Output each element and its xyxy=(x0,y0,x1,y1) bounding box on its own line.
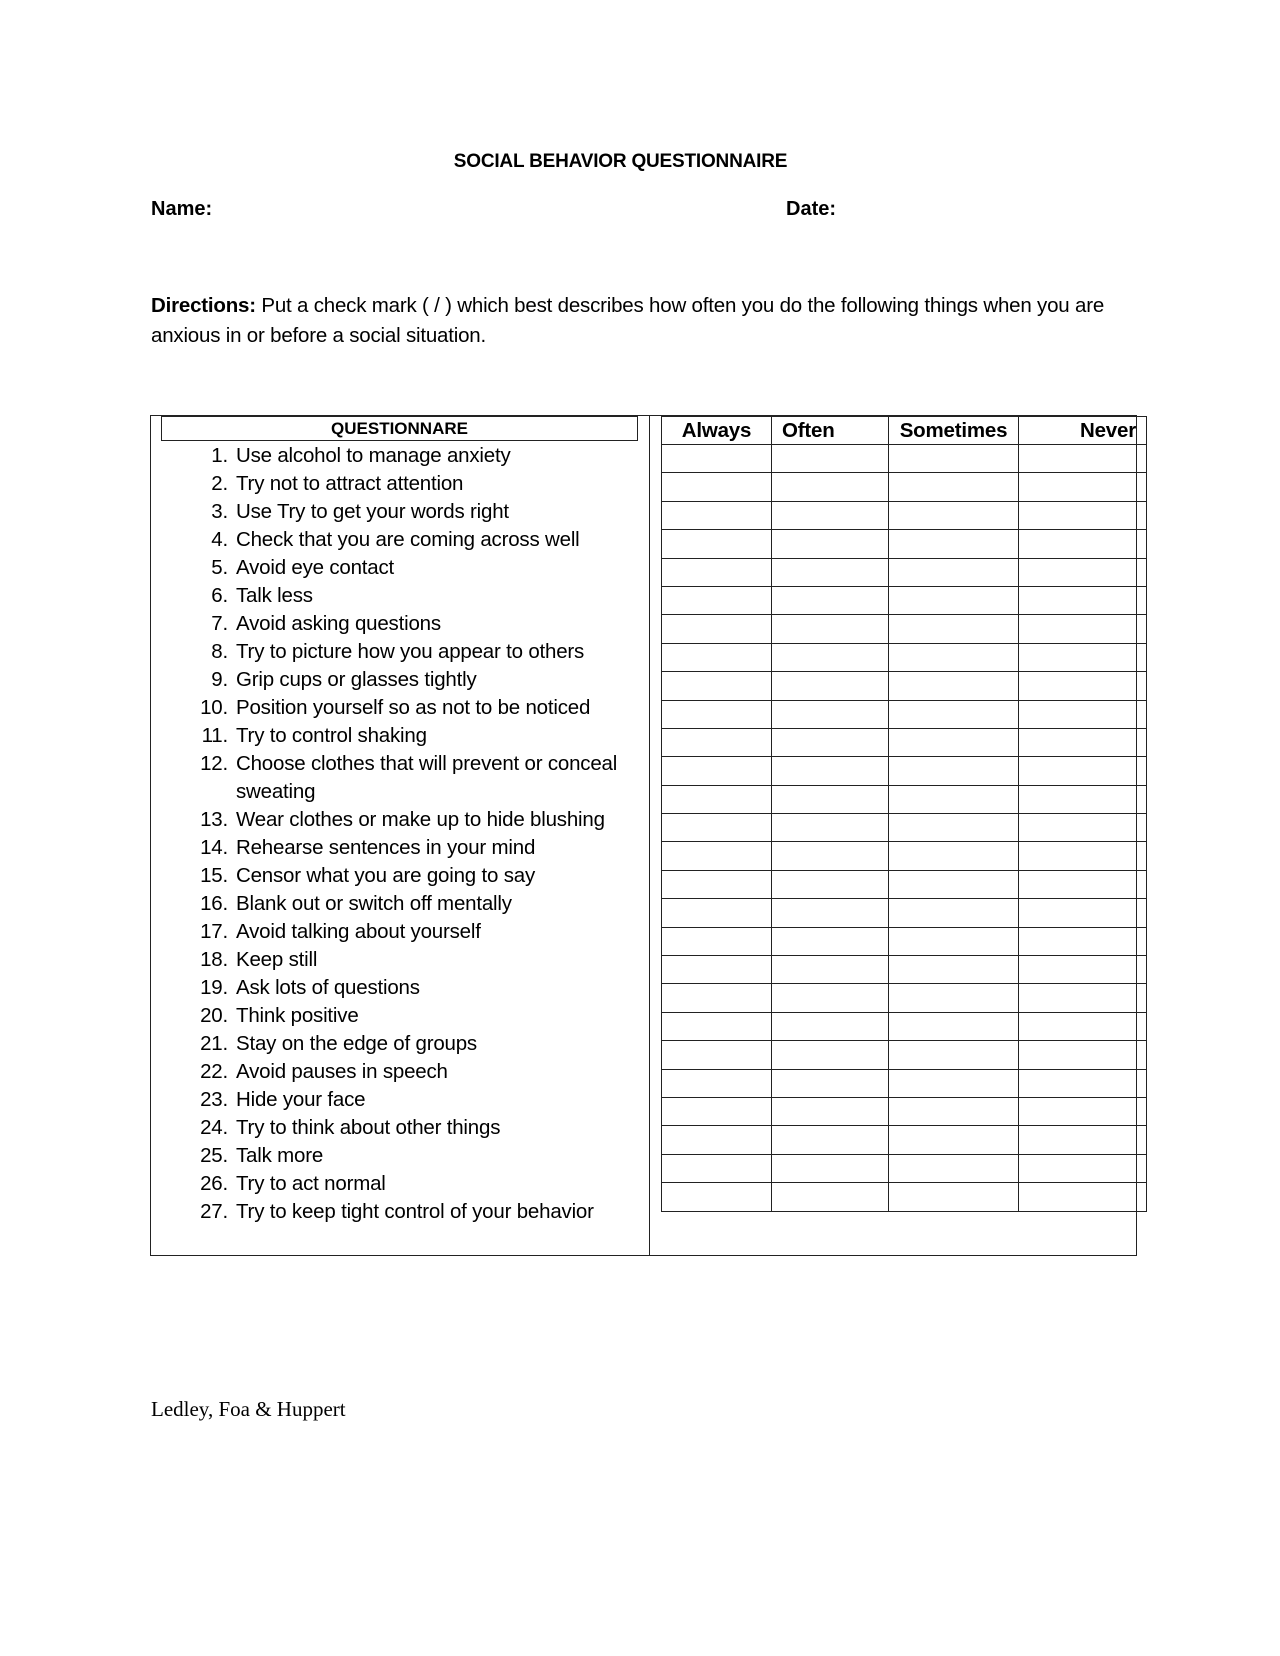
checkbox-cell-never[interactable] xyxy=(1019,1041,1147,1069)
question-item xyxy=(0,582,656,610)
checkbox-cell-never[interactable] xyxy=(1019,956,1147,984)
checkbox-cell-never[interactable] xyxy=(1019,814,1147,842)
question-number: 14. xyxy=(200,836,228,859)
question-item xyxy=(0,890,656,918)
checkbox-cell-always[interactable] xyxy=(662,842,772,870)
checkbox-cell-often[interactable] xyxy=(772,785,889,813)
question-text: Try to control shaking xyxy=(236,724,427,747)
question-number: 13. xyxy=(200,808,228,831)
directions-text: Put a check mark ( / ) which best describes how often you do the following things when you are anxious in or before a social situation. xyxy=(151,294,1105,347)
question-text: Censor what you are going to say xyxy=(236,864,535,887)
checkbox-cell-always[interactable] xyxy=(662,785,772,813)
question-item xyxy=(0,1002,656,1030)
checkbox-cell-always[interactable] xyxy=(662,814,772,842)
question-number: 21. xyxy=(200,1032,228,1055)
response-row xyxy=(662,1012,1147,1040)
question-number: 25. xyxy=(200,1144,228,1167)
question-number: 12. xyxy=(200,752,228,775)
checkbox-cell-always[interactable] xyxy=(662,899,772,927)
checkbox-cell-always[interactable] xyxy=(662,728,772,756)
checkbox-cell-sometimes[interactable] xyxy=(889,1041,1019,1069)
checkbox-cell-sometimes[interactable] xyxy=(889,757,1019,785)
checkbox-cell-often[interactable] xyxy=(772,899,889,927)
checkbox-cell-never[interactable] xyxy=(1019,757,1147,785)
checkbox-cell-always[interactable] xyxy=(662,530,772,558)
checkbox-cell-never[interactable] xyxy=(1019,501,1147,529)
response-grid xyxy=(661,416,1147,1212)
checkbox-cell-sometimes[interactable] xyxy=(889,445,1019,473)
question-item xyxy=(0,1142,656,1170)
question-number: 11. xyxy=(201,724,228,747)
response-row xyxy=(662,814,1147,842)
checkbox-cell-sometimes[interactable] xyxy=(889,785,1019,813)
question-number: 3. xyxy=(211,500,228,523)
checkbox-cell-never[interactable] xyxy=(1019,1183,1147,1211)
response-row xyxy=(662,870,1147,898)
checkbox-cell-never[interactable] xyxy=(1019,899,1147,927)
response-row xyxy=(662,643,1147,671)
checkbox-cell-often[interactable] xyxy=(772,643,889,671)
checkbox-cell-always[interactable] xyxy=(662,870,772,898)
checkbox-cell-never[interactable] xyxy=(1019,1126,1147,1154)
question-item xyxy=(0,946,656,974)
question-number: 22. xyxy=(200,1060,228,1083)
checkbox-cell-never[interactable] xyxy=(1019,445,1147,473)
question-text: Choose clothes that will prevent or conceal sweating xyxy=(236,752,618,803)
checkbox-cell-never[interactable] xyxy=(1019,842,1147,870)
checkbox-cell-always[interactable] xyxy=(662,586,772,614)
question-item xyxy=(0,722,656,750)
question-text: Avoid eye contact xyxy=(236,556,395,579)
response-row xyxy=(662,1183,1147,1211)
question-number: 18. xyxy=(200,948,228,971)
response-row xyxy=(662,785,1147,813)
questionnaire-header: QUESTIONNARE xyxy=(161,416,638,441)
checkbox-cell-never[interactable] xyxy=(1019,586,1147,614)
checkbox-cell-often[interactable] xyxy=(772,1154,889,1182)
checkbox-cell-sometimes[interactable] xyxy=(889,501,1019,529)
response-row xyxy=(662,1041,1147,1069)
checkbox-cell-always[interactable] xyxy=(662,700,772,728)
response-row xyxy=(662,1069,1147,1097)
checkbox-cell-often[interactable] xyxy=(772,842,889,870)
column-never: Never xyxy=(1019,417,1147,445)
checkbox-cell-often[interactable] xyxy=(772,927,889,955)
checkbox-cell-always[interactable] xyxy=(662,501,772,529)
response-row xyxy=(662,956,1147,984)
checkbox-cell-sometimes[interactable] xyxy=(889,1097,1019,1125)
checkbox-cell-often[interactable] xyxy=(772,1126,889,1154)
checkbox-cell-never[interactable] xyxy=(1019,473,1147,501)
response-row xyxy=(662,1154,1147,1182)
checkbox-cell-always[interactable] xyxy=(662,445,772,473)
question-item xyxy=(0,750,656,806)
question-text: Talk more xyxy=(236,1144,324,1167)
column-always: Always xyxy=(662,417,772,445)
checkbox-cell-never[interactable] xyxy=(1019,927,1147,955)
checkbox-cell-often[interactable] xyxy=(772,700,889,728)
response-row xyxy=(662,445,1147,473)
response-row xyxy=(662,842,1147,870)
checkbox-cell-often[interactable] xyxy=(772,473,889,501)
checkbox-cell-always[interactable] xyxy=(662,1069,772,1097)
checkbox-cell-sometimes[interactable] xyxy=(889,728,1019,756)
checkbox-cell-sometimes[interactable] xyxy=(889,814,1019,842)
checkbox-cell-never[interactable] xyxy=(1019,1154,1147,1182)
checkbox-cell-often[interactable] xyxy=(772,1183,889,1211)
question-item xyxy=(0,974,656,1002)
question-text: Try to picture how you appear to others xyxy=(236,640,585,663)
checkbox-cell-sometimes[interactable] xyxy=(889,899,1019,927)
checkbox-cell-sometimes[interactable] xyxy=(889,700,1019,728)
question-number: 16. xyxy=(200,892,228,915)
response-row xyxy=(662,558,1147,586)
checkbox-cell-sometimes[interactable] xyxy=(889,956,1019,984)
checkbox-cell-sometimes[interactable] xyxy=(889,842,1019,870)
response-row xyxy=(662,700,1147,728)
checkbox-cell-never[interactable] xyxy=(1019,984,1147,1012)
checkbox-cell-sometimes[interactable] xyxy=(889,615,1019,643)
question-number: 26. xyxy=(200,1172,228,1195)
question-number: 24. xyxy=(200,1116,228,1139)
question-text: Try not to attract attention xyxy=(236,472,464,495)
checkbox-cell-sometimes[interactable] xyxy=(889,1154,1019,1182)
checkbox-cell-sometimes[interactable] xyxy=(889,643,1019,671)
date-label: Date: xyxy=(786,198,837,220)
question-text: Blank out or switch off mentally xyxy=(236,892,512,915)
question-text: Avoid talking about yourself xyxy=(236,920,481,943)
response-row xyxy=(662,586,1147,614)
question-number: 27. xyxy=(200,1200,228,1223)
question-text: Use Try to get your words right xyxy=(236,500,509,523)
question-item xyxy=(0,834,656,862)
checkbox-cell-always[interactable] xyxy=(662,1097,772,1125)
checkbox-cell-often[interactable] xyxy=(772,586,889,614)
question-text: Wear clothes or make up to hide blushing xyxy=(236,808,605,831)
checkbox-cell-often[interactable] xyxy=(772,1041,889,1069)
checkbox-cell-never[interactable] xyxy=(1019,643,1147,671)
checkbox-cell-always[interactable] xyxy=(662,643,772,671)
question-item xyxy=(0,1114,656,1142)
response-header-row xyxy=(662,417,1147,445)
question-text: Position yourself so as not to be noticed xyxy=(236,696,591,719)
checkbox-cell-always[interactable] xyxy=(662,558,772,586)
response-row xyxy=(662,757,1147,785)
checkbox-cell-never[interactable] xyxy=(1019,672,1147,700)
response-row xyxy=(662,728,1147,756)
checkbox-cell-never[interactable] xyxy=(1019,615,1147,643)
checkbox-cell-sometimes[interactable] xyxy=(889,1126,1019,1154)
question-item xyxy=(0,806,656,834)
checkbox-cell-always[interactable] xyxy=(662,1183,772,1211)
checkbox-cell-often[interactable] xyxy=(772,558,889,586)
question-text: Stay on the edge of groups xyxy=(236,1032,477,1055)
checkbox-cell-often[interactable] xyxy=(772,757,889,785)
checkbox-cell-always[interactable] xyxy=(662,1012,772,1040)
question-text: Hide your face xyxy=(236,1088,366,1111)
question-item xyxy=(0,498,656,526)
checkbox-cell-never[interactable] xyxy=(1019,1069,1147,1097)
checkbox-cell-always[interactable] xyxy=(662,1041,772,1069)
question-number: 5. xyxy=(211,556,228,579)
question-text: Check that you are coming across well xyxy=(236,528,580,551)
question-text: Ask lots of questions xyxy=(236,976,420,999)
response-row xyxy=(662,672,1147,700)
question-number: 4. xyxy=(211,528,228,551)
checkbox-cell-never[interactable] xyxy=(1019,558,1147,586)
question-item xyxy=(0,1030,656,1058)
page-title: SOCIAL BEHAVIOR QUESTIONNAIRE xyxy=(453,151,788,172)
checkbox-cell-never[interactable] xyxy=(1019,1097,1147,1125)
question-number: 10. xyxy=(200,696,228,719)
question-text: Avoid asking questions xyxy=(236,612,441,635)
question-number: 19. xyxy=(200,976,228,999)
checkbox-cell-sometimes[interactable] xyxy=(889,586,1019,614)
checkbox-cell-never[interactable] xyxy=(1019,785,1147,813)
question-item xyxy=(0,470,656,498)
response-row xyxy=(662,473,1147,501)
checkbox-cell-often[interactable] xyxy=(772,445,889,473)
checkbox-cell-sometimes[interactable] xyxy=(889,530,1019,558)
checkbox-cell-often[interactable] xyxy=(772,672,889,700)
question-item xyxy=(0,694,656,722)
question-number: 23. xyxy=(200,1088,228,1111)
checkbox-cell-sometimes[interactable] xyxy=(889,672,1019,700)
question-number: 2. xyxy=(211,472,228,495)
checkbox-cell-always[interactable] xyxy=(662,672,772,700)
question-number: 7. xyxy=(211,612,228,635)
question-item xyxy=(0,610,656,638)
question-text: Avoid pauses in speech xyxy=(236,1060,448,1083)
question-text: Try to act normal xyxy=(236,1172,386,1195)
question-number: 8. xyxy=(211,640,228,663)
question-number: 20. xyxy=(200,1004,228,1027)
response-row xyxy=(662,899,1147,927)
checkbox-cell-never[interactable] xyxy=(1019,530,1147,558)
question-item xyxy=(0,442,656,470)
response-row xyxy=(662,530,1147,558)
question-item xyxy=(0,1086,656,1114)
question-text: Think positive xyxy=(236,1004,359,1027)
question-text: Grip cups or glasses tightly xyxy=(236,668,477,691)
question-item xyxy=(0,554,656,582)
checkbox-cell-always[interactable] xyxy=(662,1154,772,1182)
response-row xyxy=(662,984,1147,1012)
question-text: Talk less xyxy=(236,584,313,607)
checkbox-cell-always[interactable] xyxy=(662,615,772,643)
checkbox-cell-always[interactable] xyxy=(662,757,772,785)
checkbox-cell-often[interactable] xyxy=(772,501,889,529)
response-row xyxy=(662,501,1147,529)
checkbox-cell-often[interactable] xyxy=(772,530,889,558)
question-item xyxy=(0,638,656,666)
question-item xyxy=(0,862,656,890)
checkbox-cell-sometimes[interactable] xyxy=(889,1012,1019,1040)
checkbox-cell-sometimes[interactable] xyxy=(889,1183,1019,1211)
checkbox-cell-sometimes[interactable] xyxy=(889,558,1019,586)
checkbox-cell-always[interactable] xyxy=(662,473,772,501)
checkbox-cell-often[interactable] xyxy=(772,984,889,1012)
column-often: Often xyxy=(772,417,889,445)
checkbox-cell-often[interactable] xyxy=(772,615,889,643)
checkbox-cell-sometimes[interactable] xyxy=(889,984,1019,1012)
question-item xyxy=(0,526,656,554)
question-number: 6. xyxy=(211,584,228,607)
question-item xyxy=(0,1058,656,1086)
directions-label: Directions: xyxy=(151,294,256,317)
checkbox-cell-often[interactable] xyxy=(772,728,889,756)
directions-paragraph xyxy=(151,291,1136,351)
checkbox-cell-often[interactable] xyxy=(772,956,889,984)
question-number: 17. xyxy=(200,920,228,943)
response-row xyxy=(662,927,1147,955)
checkbox-cell-often[interactable] xyxy=(772,1097,889,1125)
checkbox-cell-always[interactable] xyxy=(662,927,772,955)
question-number: 15. xyxy=(200,864,228,887)
checkbox-cell-often[interactable] xyxy=(772,1012,889,1040)
question-text: Try to keep tight control of your behavior xyxy=(236,1200,594,1223)
question-text: Try to think about other things xyxy=(236,1116,501,1139)
citation: Ledley, Foa & Huppert xyxy=(151,1397,346,1421)
checkbox-cell-often[interactable] xyxy=(772,870,889,898)
checkbox-cell-sometimes[interactable] xyxy=(889,473,1019,501)
response-row xyxy=(662,615,1147,643)
response-row xyxy=(662,1097,1147,1125)
name-label: Name: xyxy=(151,198,213,220)
question-item xyxy=(0,1170,656,1198)
checkbox-cell-sometimes[interactable] xyxy=(889,870,1019,898)
checkbox-cell-sometimes[interactable] xyxy=(889,927,1019,955)
question-list xyxy=(0,442,656,1226)
checkbox-cell-often[interactable] xyxy=(772,814,889,842)
checkbox-cell-often[interactable] xyxy=(772,1069,889,1097)
checkbox-cell-always[interactable] xyxy=(662,956,772,984)
question-text: Use alcohol to manage anxiety xyxy=(236,444,511,467)
question-number: 9. xyxy=(211,668,228,691)
question-item xyxy=(0,666,656,694)
checkbox-cell-sometimes[interactable] xyxy=(889,1069,1019,1097)
response-row xyxy=(662,1126,1147,1154)
checkbox-cell-never[interactable] xyxy=(1019,728,1147,756)
question-text: Rehearse sentences in your mind xyxy=(236,836,536,859)
question-item xyxy=(0,918,656,946)
checkbox-cell-never[interactable] xyxy=(1019,1012,1147,1040)
question-text: Keep still xyxy=(236,948,318,971)
checkbox-cell-always[interactable] xyxy=(662,1126,772,1154)
checkbox-cell-always[interactable] xyxy=(662,984,772,1012)
checkbox-cell-never[interactable] xyxy=(1019,700,1147,728)
checkbox-cell-never[interactable] xyxy=(1019,870,1147,898)
question-number: 1. xyxy=(211,444,228,467)
question-item xyxy=(0,1198,656,1226)
column-sometimes: Sometimes xyxy=(889,417,1019,445)
